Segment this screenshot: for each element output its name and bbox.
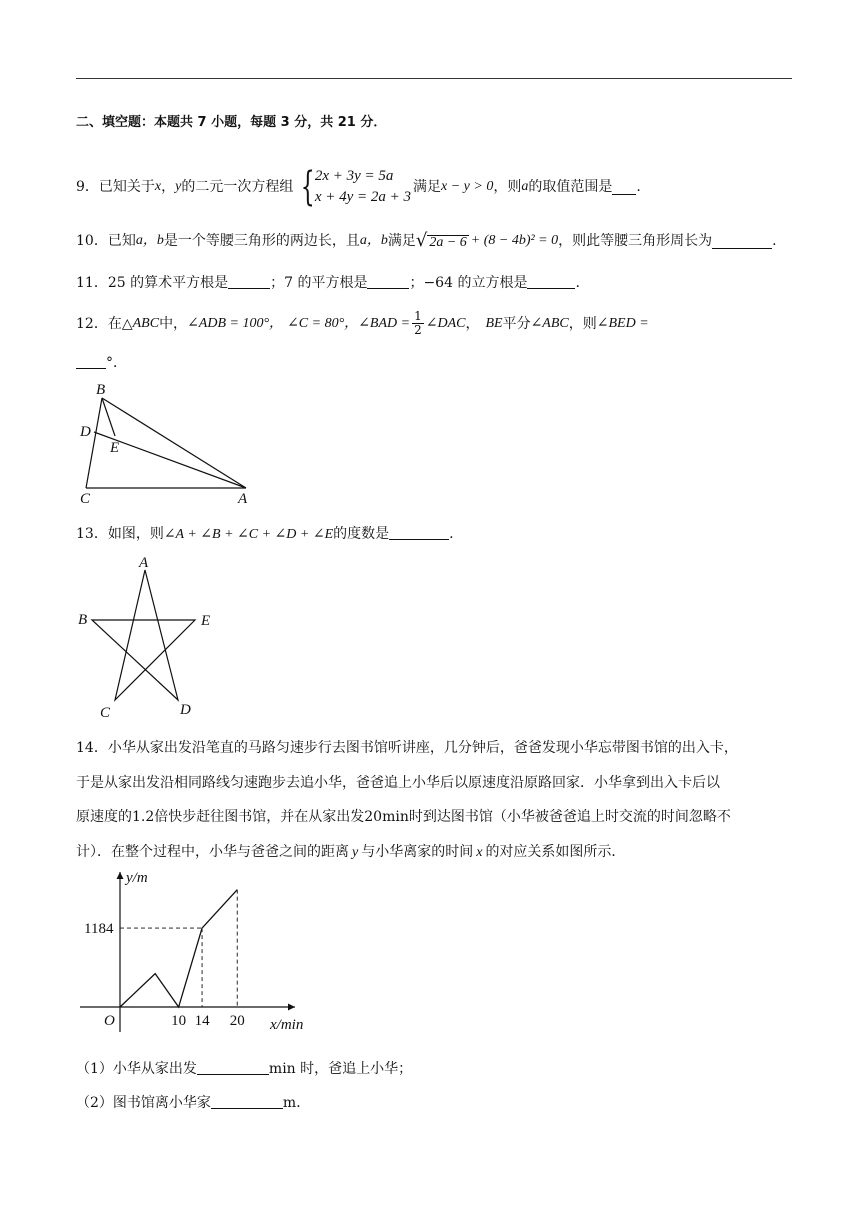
- q14-text-4b: 与小华离家的时间: [361, 844, 474, 860]
- section-header: 二、填空题：本题共 7 小题，每题 3 分，共 21 分．: [76, 115, 387, 130]
- q12-degree: °．: [106, 355, 127, 371]
- equation-1: 2x + 3y = 5a: [314, 168, 394, 184]
- point-label-c: C: [80, 491, 91, 505]
- star-label-a: A: [139, 555, 149, 571]
- q14-time: 20min: [364, 809, 409, 825]
- q13-text-b: 的度数是: [333, 526, 390, 542]
- q12-angle-c: ∠C = 80°，: [287, 315, 359, 331]
- star-label-c: C: [100, 705, 111, 721]
- q12-angle-dac: ∠DAC: [425, 315, 466, 331]
- q9-var-a: a: [521, 179, 529, 194]
- q10-text-d: ，则此等腰三角形周长为: [558, 233, 713, 249]
- fraction-half: $\frac{1}{2}$: [414, 309, 422, 337]
- star-label-b: B: [78, 612, 88, 628]
- q12-text-e: ，则: [568, 315, 597, 332]
- q9-text-c: 满足: [413, 179, 441, 195]
- q9-sep: ，: [161, 179, 176, 195]
- question-11: 11．25 的算术平方根是 ；7 的平方根是 ；−64 的立方根是 .: [76, 275, 580, 291]
- q12-angle-bad: ∠BAD =: [358, 315, 411, 331]
- q11-number: 11．: [76, 275, 108, 291]
- q14-sub2-text-b: m．: [282, 1095, 311, 1111]
- q12-be: BE: [485, 315, 503, 331]
- question-14-line-1: [76, 741, 738, 755]
- series-line: [120, 890, 237, 1007]
- q11-blank-3[interactable]: [527, 274, 575, 289]
- x-axis-label: x/min: [270, 1017, 304, 1033]
- equation-2: x + 4y = 2a + 3: [314, 189, 411, 205]
- q9-text-a: 已知关于: [98, 179, 155, 195]
- q9-answer-blank[interactable]: [612, 180, 636, 195]
- q14-sub2-blank[interactable]: [211, 1094, 283, 1109]
- question-12-answer-line: [76, 354, 127, 370]
- point-label-d: D: [80, 424, 91, 440]
- q13-number: 13．: [76, 526, 108, 542]
- q14-var-y: y: [352, 845, 359, 860]
- x-tick-label: 20: [229, 1013, 245, 1029]
- star-label-d: D: [180, 702, 191, 718]
- y-axis-label: y/m: [126, 870, 148, 886]
- q11-part-1: 25 的算术平方根是: [107, 275, 229, 291]
- segment-be: [102, 398, 115, 436]
- segment-bc: [86, 398, 102, 488]
- q13-answer-blank[interactable]: [389, 525, 449, 540]
- q14-var-x: x: [476, 845, 483, 860]
- x-tick-label: 10: [171, 1013, 187, 1029]
- question-14-sub-1: [76, 1060, 412, 1076]
- q12-angle-adb: ∠ADB = 100°，: [187, 315, 284, 331]
- point-label-a: A: [238, 491, 248, 505]
- q14-text-3b: 倍快步赶往图书馆，并在从家出发: [154, 809, 365, 825]
- figure-13-star: [70, 550, 230, 725]
- question-14-line-4: [76, 845, 625, 860]
- question-14-line-3: [76, 810, 731, 824]
- q10-answer-blank[interactable]: [712, 234, 772, 249]
- star-pentagram: [92, 570, 195, 700]
- q14-sub1-text-a: （1）小华从家出发: [76, 1061, 197, 1077]
- header-rule: [76, 78, 792, 79]
- question-14-line-2: 于是从家出发沿相同路线匀速跑步去追小华，爸爸追上小华后以原速度沿原路回家．小华拿到出入卡后以: [76, 775, 720, 791]
- origin-label: O: [104, 1013, 115, 1029]
- q10-ab: a，b: [135, 233, 164, 248]
- q10-text-a: 已知: [107, 233, 136, 249]
- q10-text-b: 是一个等腰三角形的两边长，且: [163, 233, 360, 249]
- q10-text-c: 满足: [387, 233, 416, 249]
- q11-blank-1[interactable]: [228, 274, 270, 289]
- equation-system: { 2x + 3y = 5a x + 4y = 2a + 3: [301, 164, 411, 210]
- x-tick-label: 14: [194, 1013, 210, 1029]
- q12-text-b: 中，: [159, 315, 188, 332]
- q13-text-a: 如图，则: [107, 526, 164, 542]
- y-tick-label: 1184: [84, 921, 114, 938]
- q9-text-d: ，则: [493, 179, 522, 195]
- point-label-e: E: [110, 440, 120, 456]
- question-9: 9． 已知关于 x ， y 的二元一次方程组 { 2x + 3y = 5a x + 4y = 2a + 3 满足 x − y > 0 ，则 a 的取值范围是 .: [76, 164, 641, 210]
- star-label-e: E: [201, 613, 211, 629]
- q9-text-b: 的二元一次方程组: [181, 179, 294, 195]
- q10-number: 10．: [76, 233, 108, 249]
- q12-text-a: 在△: [107, 315, 133, 332]
- q9-var-y: y: [175, 179, 182, 194]
- q10-ab-2: a，b: [359, 233, 388, 248]
- q14-number: 14．: [76, 740, 108, 756]
- q10-expression: + (8 − 4b)² = 0: [470, 233, 559, 248]
- q14-sub2-text-a: （2）图书馆离小华家: [76, 1095, 211, 1111]
- q12-answer-blank[interactable]: [76, 354, 106, 369]
- q11-part-2: ；7 的平方根是: [270, 275, 368, 291]
- q12-number: 12．: [76, 315, 108, 332]
- square-root: √ 2a − 6: [415, 230, 467, 251]
- q12-text-d: 平分: [502, 315, 531, 332]
- q9-condition: x − y > 0: [441, 179, 494, 194]
- figure-14-distance-chart: [70, 862, 350, 1037]
- q14-sub1-blank[interactable]: [197, 1060, 269, 1075]
- q12-abc: ABC: [132, 315, 160, 331]
- radicand: 2a − 6: [429, 235, 467, 250]
- q9-number: 9．: [76, 179, 99, 195]
- q9-var-x: x: [154, 179, 162, 194]
- figure-12-triangle: [70, 380, 270, 505]
- q14-text-4c: 的对应关系如图所示．: [485, 844, 626, 860]
- point-label-b: B: [96, 382, 106, 398]
- q14-text-3a: 原速度的: [76, 809, 132, 825]
- q13-expression: ∠A + ∠B + ∠C + ∠D + ∠E: [163, 527, 334, 542]
- q9-text-e: 的取值范围是: [528, 179, 613, 195]
- q11-part-3: ；−64 的立方根是: [409, 275, 528, 291]
- q12-angle-bed: ∠BED =: [596, 315, 649, 331]
- q11-blank-2[interactable]: [367, 274, 409, 289]
- q14-text-4a: 计）．在整个过程中，小华与爸爸之间的距离: [76, 844, 349, 860]
- question-10: 10． 已知 a，b 是一个等腰三角形的两边长，且 a，b 满足 √ 2a − 6 + (8 − 4b)² = 0 ，则此等腰三角形周长为 .: [76, 230, 777, 251]
- question-14-sub-2: [76, 1094, 310, 1110]
- q14-factor: 1.2: [132, 809, 155, 825]
- question-12: [76, 310, 649, 337]
- q14-text-1: 小华从家出发沿笔直的马路匀速步行去图书馆听讲座，几分钟后，爸爸发现小华忘带图书馆的出入卡，: [107, 740, 738, 756]
- q14-sub1-text-b: min 时，爸追上小华；: [268, 1061, 413, 1077]
- question-13: 13．如图，则∠A + ∠B + ∠C + ∠D + ∠E的度数是 .: [76, 526, 454, 542]
- q14-text-3c: 时到达图书馆（小华被爸爸追上时交流的时间忽略不: [408, 809, 731, 825]
- q12-text-c: ，: [465, 315, 480, 332]
- q12-angle-abc: ∠ABC: [530, 315, 569, 331]
